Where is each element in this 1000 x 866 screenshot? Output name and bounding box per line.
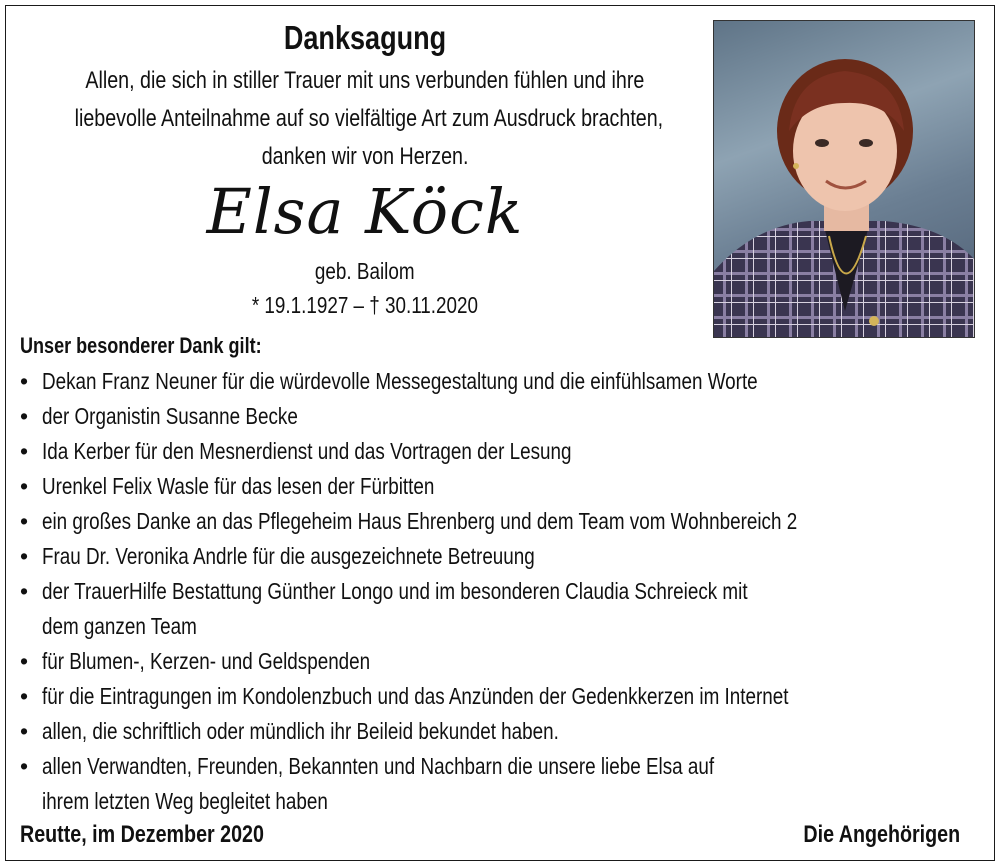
life-dates: * 19.1.1927 – † 30.11.2020 bbox=[251, 292, 479, 318]
thanks-item-line: dem ganzen Team bbox=[42, 613, 197, 639]
thanks-item-line: für die Eintragungen im Kondolenzbuch und das Anzünden der Gedenkkerzen im Internet bbox=[42, 683, 789, 709]
bullet-icon: • bbox=[20, 648, 29, 674]
thanks-item-line: der TrauerHilfe Bestattung Günther Longo und im besonderen Claudia Schreieck mit bbox=[42, 578, 748, 604]
bullet-icon: • bbox=[20, 578, 29, 604]
thanks-item bbox=[20, 714, 980, 749]
thanks-item bbox=[20, 399, 980, 434]
thanks-item-line: Urenkel Felix Wasle für das lesen der Fürbitten bbox=[42, 473, 435, 499]
bullet-icon: • bbox=[20, 753, 29, 779]
thanks-item-line: Dekan Franz Neuner für die würdevolle Messegestaltung und die einfühlsamen Worte bbox=[42, 368, 758, 394]
thanks-item bbox=[20, 539, 980, 574]
thanks-list bbox=[20, 364, 980, 819]
intro-line: Allen, die sich in stiller Trauer mit uns verbunden fühlen und ihre bbox=[85, 67, 645, 94]
thanks-item-line: allen Verwandten, Freunden, Bekannten und Nachbarn die unsere liebe Elsa auf bbox=[42, 753, 715, 779]
bullet-icon: • bbox=[20, 683, 29, 709]
portrait-illustration bbox=[714, 21, 975, 338]
deceased-name: Elsa Köck bbox=[206, 175, 524, 248]
notice-title: Danksagung bbox=[283, 19, 447, 56]
maiden-name: geb. Bailom bbox=[315, 258, 415, 284]
bullet-icon: • bbox=[20, 438, 29, 464]
thanks-item bbox=[20, 364, 980, 399]
thanks-item bbox=[20, 644, 980, 679]
thanks-item bbox=[20, 469, 980, 504]
signature: Die Angehörigen bbox=[803, 821, 960, 848]
thanks-item bbox=[20, 434, 980, 469]
thanks-item-line: für Blumen-, Kerzen- und Geldspenden bbox=[42, 648, 371, 674]
thanks-item bbox=[20, 574, 980, 644]
thanks-item-line: allen, die schriftlich oder mündlich ihr Beileid bekundet haben. bbox=[42, 718, 559, 744]
bullet-icon: • bbox=[20, 718, 29, 744]
bullet-icon: • bbox=[20, 368, 29, 394]
thanks-item-line: ihrem letzten Weg begleitet haben bbox=[42, 788, 328, 814]
bullet-icon: • bbox=[20, 473, 29, 499]
intro-text bbox=[10, 62, 720, 176]
thanks-heading: Unser besonderer Dank gilt: bbox=[20, 333, 262, 358]
bullet-icon: • bbox=[20, 543, 29, 569]
intro-line: danken wir von Herzen. bbox=[261, 143, 469, 170]
thanks-item bbox=[20, 679, 980, 714]
thanks-item-line: der Organistin Susanne Becke bbox=[42, 403, 298, 429]
portrait-photo bbox=[713, 20, 975, 338]
thanks-item-line: Ida Kerber für den Mesnerdienst und das Vortragen der Lesung bbox=[42, 438, 572, 464]
thanks-item bbox=[20, 504, 980, 539]
thanks-item-line: Frau Dr. Veronika Andrle für die ausgezeichnete Betreuung bbox=[42, 543, 535, 569]
bullet-icon: • bbox=[20, 403, 29, 429]
intro-line: liebevolle Anteilnahme auf so vielfältige Art zum Ausdruck brachten, bbox=[74, 105, 664, 132]
thanks-item bbox=[20, 749, 980, 819]
bullet-icon: • bbox=[20, 508, 29, 534]
place-date: Reutte, im Dezember 2020 bbox=[20, 821, 264, 848]
thanks-item-line: ein großes Danke an das Pflegeheim Haus Ehrenberg und dem Team vom Wohnbereich 2 bbox=[42, 508, 798, 534]
